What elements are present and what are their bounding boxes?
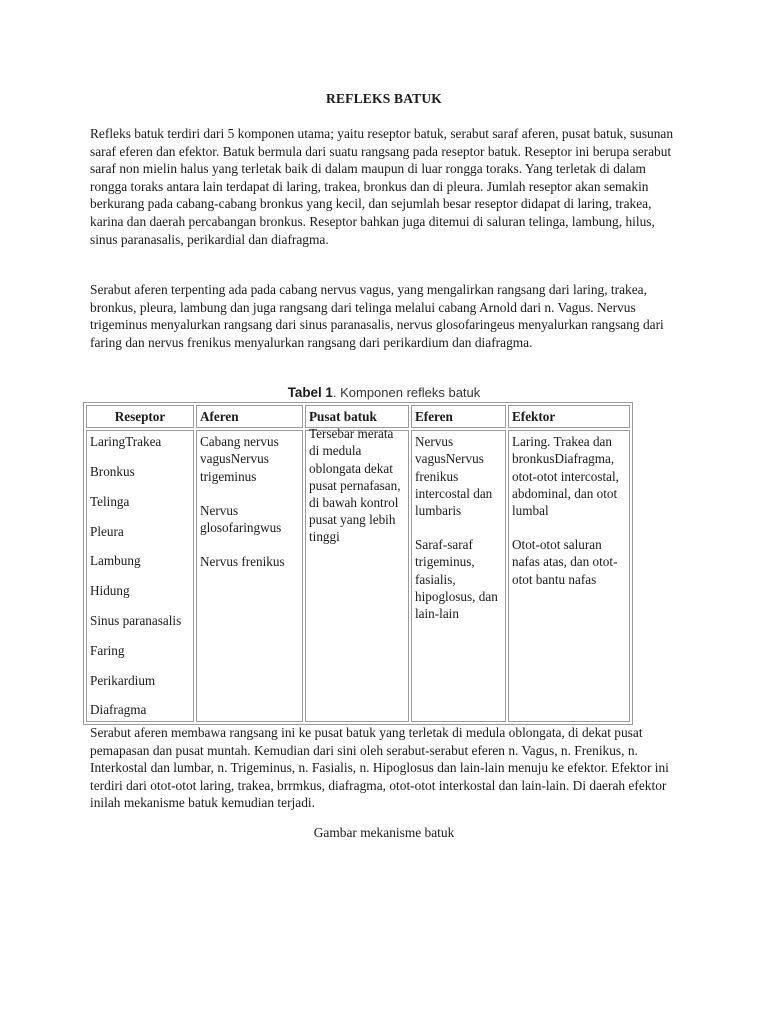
reseptor-item: Bronkus — [90, 464, 135, 479]
header-aferen: Aferen — [196, 405, 303, 428]
aferen-item: Nervus glosofaringwus — [200, 502, 282, 536]
cell-efektor — [508, 430, 630, 721]
cell-pusat-batuk — [305, 426, 409, 721]
reseptor-item: Sinus paranasalis — [90, 612, 182, 628]
reseptor-item: Telinga — [90, 493, 130, 509]
refleks-batuk-table — [83, 402, 633, 725]
paragraph-eferen: Serabut aferen membawa rangsang ini ke pusat batuk yang terletak di medula oblongata, di dekat pusat pemapasan dan pusat muntah. Kemudian dari sini oleh serabut-serabut eferen n. Vagus, n. Frenikus, n. Interkostal dan lumbar, n. Trigeminus, n. Fasialis, n. Hipoglosus dan lain-lain menuju ke efektor. Efektor ini terdiri dari otot-otot laring, trakea, brrmkus, diafragma, otot-otot interkostal dan lain-lain. Di daerah efektor inilah mekanisme batuk kemudian terjadi. — [90, 725, 669, 811]
reseptor-item: Perikardium — [90, 672, 156, 688]
header-eferen: Eferen — [411, 405, 506, 428]
reseptor-item: LaringTrakea — [90, 434, 162, 450]
figure-caption: Gambar mekanisme batuk — [313, 825, 455, 840]
reseptor-item: Pleura — [90, 523, 124, 539]
eferen-item: Saraf-saraf trigeminus, fasialis, hipoglosus, dan lain-lain — [415, 537, 498, 622]
cell-aferen — [196, 430, 303, 721]
header-pusat-batuk: Pusat batuk — [305, 405, 409, 428]
pusat-batuk-text: Tersebar merata di medula oblongata dekat pusat pernafasan, di bawah kontrol pusat yang lebih tinggi — [309, 426, 401, 545]
cell-eferen — [411, 430, 506, 721]
table-row — [86, 430, 630, 721]
paragraph-aferen: Serabut aferen terpenting ada pada cabang nervus vagus, yang mengalirkan rangsang dari laring, trakea, bronkus, pleura, lambung dan juga rangsang dari telinga melalui cabang Arnold dari n. Vagus. Nervus trigeminus menyalurkan rangsang dari sinus paranasalis, nervus glosofaringeus menyalurkan rangsang dari faring dan nervus frenikus menyalurkan rangsang dari perikardium dan diafragma. — [90, 282, 664, 350]
efektor-item: Laring. Trakea dan bronkusDiafragma, otot-otot intercostal, abdominal, dan otot lumbal — [512, 434, 619, 519]
table-caption — [0, 385, 768, 401]
reseptor-item: Faring — [90, 642, 125, 658]
table-caption-text: . Komponen refleks batuk — [332, 385, 481, 400]
aferen-item: Nervus frenikus — [200, 554, 285, 570]
aferen-item: Cabang nervus vagusNervus trigeminus — [200, 434, 279, 484]
reseptor-item: Hidung — [90, 583, 130, 599]
table-caption-label: Tabel 1 — [287, 385, 333, 400]
document-title: REFLEKS BATUK — [326, 91, 442, 106]
header-efektor: Efektor — [508, 405, 630, 428]
efektor-item: Otot-otot saluran nafas atas, dan otot-otot bantu nafas — [512, 537, 618, 587]
reseptor-item: Diafragma — [90, 702, 147, 718]
header-reseptor: Reseptor — [86, 405, 194, 428]
cell-reseptor — [86, 430, 194, 721]
paragraph-reseptor: Refleks batuk terdiri dari 5 komponen utama; yaitu reseptor batuk, serabut saraf aferen, pusat batuk, susunan saraf eferen dan efektor. Batuk bermula dari suatu rangsang pada reseptor batuk. Reseptor ini berupa serabut saraf non mielin halus yang terletak baik di dalam maupun di luar rongga toraks. Yang terletak di dalam rongga toraks antara lain terdapat di laring, trakea, bronkus dan di pleura. Jumlah reseptor akan semakin berkurang pada cabang-cabang bronkus yang kecil, dan sejumlah besar reseptor didapat di laring, trakea, karina dan daerah percabangan bronkus. Reseptor bahkan juga ditemui di saluran telinga, lambung, hilus, sinus paranasalis, perikardial dan diafragma. — [90, 126, 674, 247]
reseptor-item: Lambung — [90, 553, 141, 569]
eferen-item: Nervus vagusNervus frenikus intercostal dan lumbaris — [415, 434, 493, 519]
